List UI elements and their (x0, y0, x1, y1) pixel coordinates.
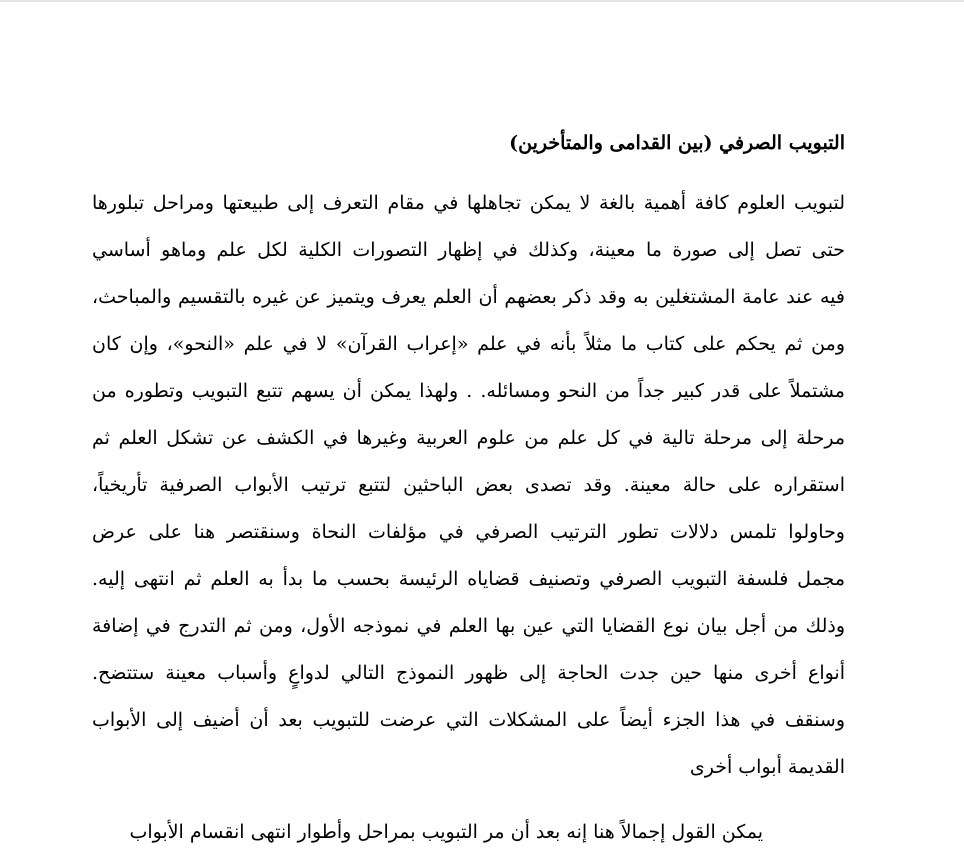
paragraph-line: مجمل فلسفة التبويب الصرفي وتصنيف قضاياه الرئيسة بحسب ما بدأ به العلم ثم انتهى إليه. (92, 568, 845, 590)
paragraph-line: مرحلة إلى مرحلة تالية في كل علم من علوم العربية وغيرها في الكشف عن تشكل العلم ثم (92, 427, 845, 449)
top-border (0, 0, 964, 2)
paragraph-line: مشتملاً على قدر كبير جداً من النحو ومسائله. . ولهذا يمكن أن يسهم تتبع التبويب وتطوره من (92, 380, 845, 402)
paragraph-line: القديمة أبواب أخرى (689, 756, 845, 778)
paragraph-line: وسنقف في هذا الجزء أيضاً على المشكلات التي عرضت للتبويب بعد أن أضيف إلى الأبواب (92, 709, 845, 731)
paragraph-line: حتى تصل إلى صورة ما معينة، وكذلك في إظهار التصورات الكلية لكل علم وماهو أساسي (92, 239, 845, 261)
paragraph-line: ومن ثم يحكم على كتاب ما مثلاً بأنه في علم «إعراب القرآن» لا في علم «النحو»، وإن كان (92, 333, 845, 355)
paragraph-1 (92, 180, 845, 791)
paragraph-line: أنواع أخرى منها حين جدت الحاجة إلى ظهور النموذج التالي لدواعٍ وأسباب معينة ستتضح. (92, 662, 845, 684)
section-heading: التبويب الصرفي (بين القدامى والمتأخرين) (509, 132, 845, 154)
paragraph-line: يمكن القول إجمالاً هنا إنه بعد أن مر التبويب بمراحل وأطوار انتهى انقسام الأبواب (129, 821, 763, 843)
paragraph-line: استقراره على حالة معينة. وقد تصدى بعض الباحثين لتتبع ترتيب الأبواب الصرفية تأريخياً، (92, 474, 845, 496)
paragraph-2 (92, 809, 845, 856)
paragraph-line: وذلك من أجل بيان نوع القضايا التي عين بها العلم في نموذجه الأول، ومن ثم التدرج في إضافة (92, 615, 845, 637)
paragraph-line: وحاولوا تلمس دلالات تطور الترتيب الصرفي في مؤلفات النحاة وسنقتصر هنا على عرض (92, 521, 845, 543)
document-page (92, 124, 845, 856)
paragraph-line: لتبويب العلوم كافة أهمية بالغة لا يمكن تجاهلها في مقام التعرف إلى طبيعتها ومراحل تبلورها (92, 192, 845, 214)
paragraph-line: فيه عند عامة المشتغلين به وقد ذكر بعضهم أن العلم يعرف ويتميز عن غيره بالتقسيم والمباحث، (92, 286, 845, 308)
